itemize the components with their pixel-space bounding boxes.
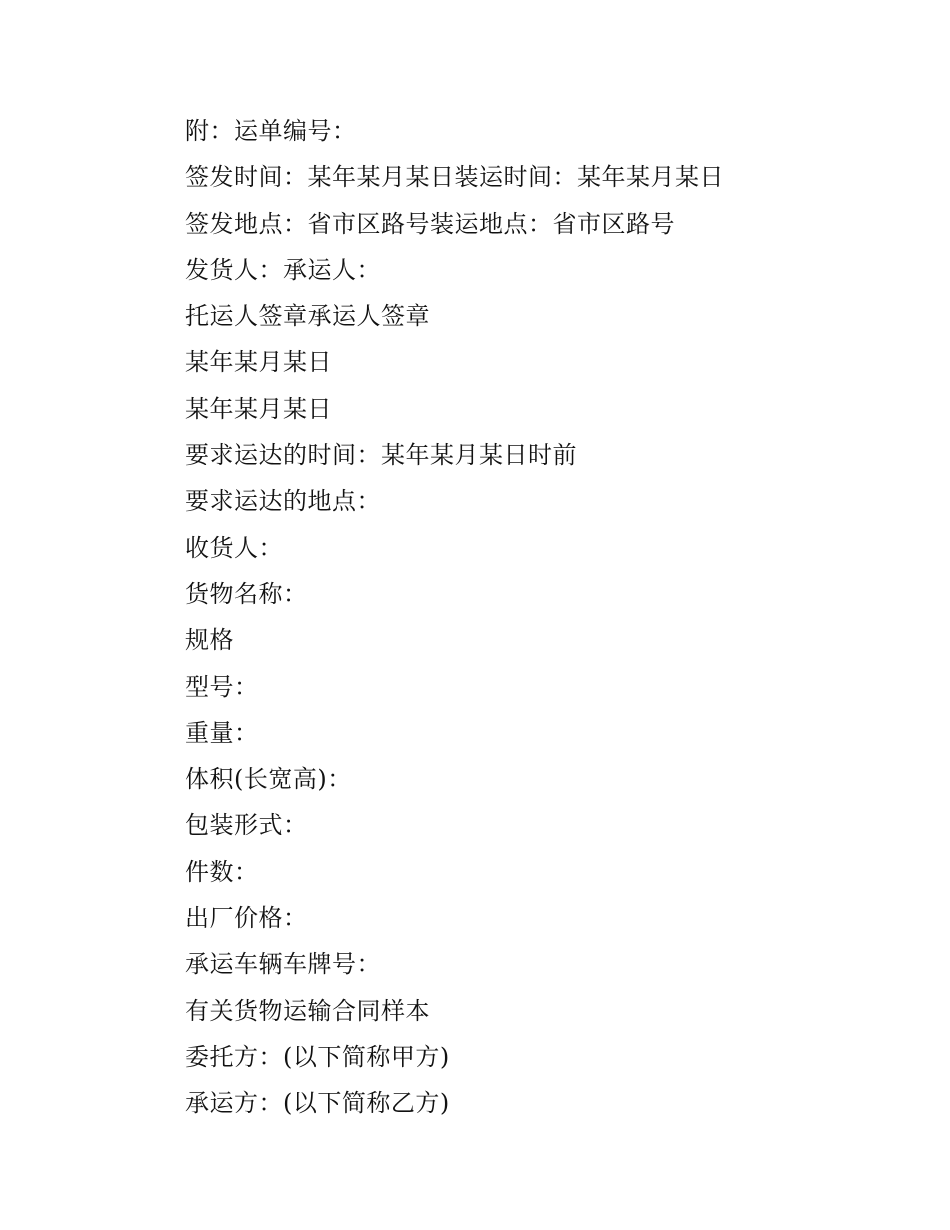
- model-line: 型号：: [185, 672, 259, 701]
- issue-and-loading-time-line: 签发时间：某年某月某日装运时间：某年某月某日: [185, 163, 724, 192]
- quantity-line: 件数：: [185, 857, 259, 886]
- issue-and-loading-place-line: 签发地点：省市区路号装运地点：省市区路号: [185, 209, 675, 238]
- weight-line: 重量：: [185, 718, 259, 747]
- specification-line: 规格: [185, 626, 234, 655]
- date-line-1: 某年某月某日: [185, 348, 332, 377]
- waybill-number-line: 附：运单编号：: [185, 117, 357, 145]
- signature-line: 托运人签章承运人签章: [185, 302, 430, 331]
- required-arrival-time-line: 要求运达的时间：某年某月某日时前: [185, 441, 577, 470]
- shipper-and-carrier-line: 发货人：承运人：: [185, 255, 381, 284]
- document-body: [185, 108, 885, 1127]
- required-arrival-place-line: 要求运达的地点：: [185, 487, 381, 516]
- vehicle-plate-line: 承运车辆车牌号：: [185, 950, 381, 979]
- packaging-line: 包装形式：: [185, 811, 308, 840]
- consignee-line: 收货人：: [185, 533, 283, 562]
- date-line-2: 某年某月某日: [185, 394, 332, 423]
- carrier-party-line: 承运方：(以下简称乙方): [185, 1089, 450, 1118]
- factory-price-line: 出厂价格：: [185, 904, 308, 933]
- client-party-line: 委托方：(以下简称甲方): [185, 1042, 450, 1071]
- volume-line: 体积(长宽高)：: [185, 765, 352, 794]
- contract-title-line: 有关货物运输合同样本: [185, 996, 430, 1025]
- goods-name-line: 货物名称：: [185, 579, 308, 608]
